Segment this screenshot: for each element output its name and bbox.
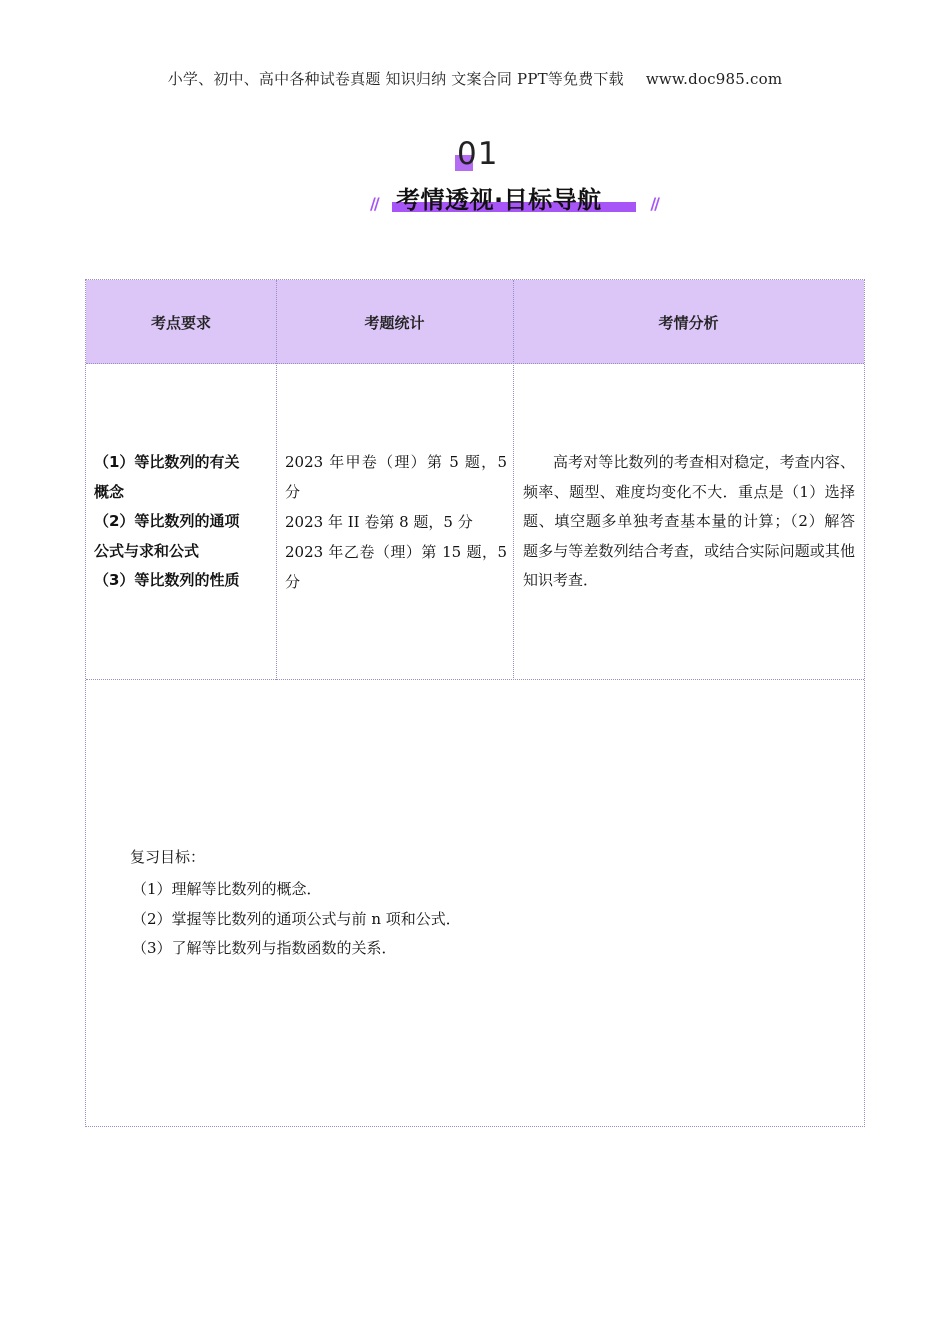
- requirement-line: （1）等比数列的有关: [94, 453, 240, 472]
- statistic-line: 分: [285, 573, 301, 591]
- statistics-cell: [276, 364, 513, 680]
- goal-item: （3）了解等比数列与指数函数的关系．: [132, 939, 397, 957]
- goals-list: [132, 875, 461, 964]
- header-requirements: 考点要求: [150, 313, 211, 332]
- requirement-line: 公式与求和公式: [94, 541, 200, 560]
- statistic-line: 2023 年 II 卷第 8 题，5 分: [285, 513, 473, 531]
- section-title-text: 考情透视·目标导航: [396, 186, 602, 214]
- exam-analysis-table: [85, 279, 865, 1127]
- section-number: [445, 138, 505, 178]
- header-text: 小学、初中、高中各种试卷真题 知识归纳 文案合同 PPT等免费下载: [167, 70, 624, 88]
- statistic-line: 2023 年甲卷（理）第 5 题，5: [285, 453, 507, 471]
- title-slash-left: //: [370, 194, 378, 213]
- requirements-cell: [86, 364, 276, 680]
- title-slash-right: //: [650, 194, 658, 213]
- goals-title: 复习目标：: [130, 848, 206, 866]
- analysis-text: 高考对等比数列的考查相对稳定，考查内容、频率、题型、难度均变化不大．重点是（1）选择题、填空题多单独考查基本量的计算；（2）解答题多与等差数列结合考查，或结合实际问题或其他知识考查．: [523, 453, 855, 590]
- section-title: [370, 180, 660, 220]
- goal-item: （1）理解等比数列的概念．: [132, 880, 322, 898]
- table-body-row: [86, 364, 864, 680]
- header-analysis: 考情分析: [658, 313, 719, 332]
- goal-item: （2）掌握等比数列的通项公式与前 n 项和公式．: [132, 909, 461, 928]
- review-goals: [86, 680, 864, 1126]
- page-header: [0, 68, 950, 89]
- requirement-line: （2）等比数列的通项: [94, 512, 240, 531]
- requirement-line: （3）等比数列的性质: [94, 571, 240, 590]
- requirement-line: 概念: [94, 482, 125, 501]
- table-header-row: [86, 280, 864, 364]
- column-divider: [276, 280, 277, 680]
- statistic-line: 2023 年乙卷（理）第 15 题，5: [285, 543, 507, 561]
- header-url: www.doc985.com: [645, 70, 783, 88]
- header-statistics: 考题统计: [364, 313, 425, 332]
- column-divider: [513, 280, 514, 680]
- statistic-line: 分: [285, 483, 301, 501]
- analysis-cell: [513, 364, 864, 680]
- section-number-text: 01: [457, 136, 499, 172]
